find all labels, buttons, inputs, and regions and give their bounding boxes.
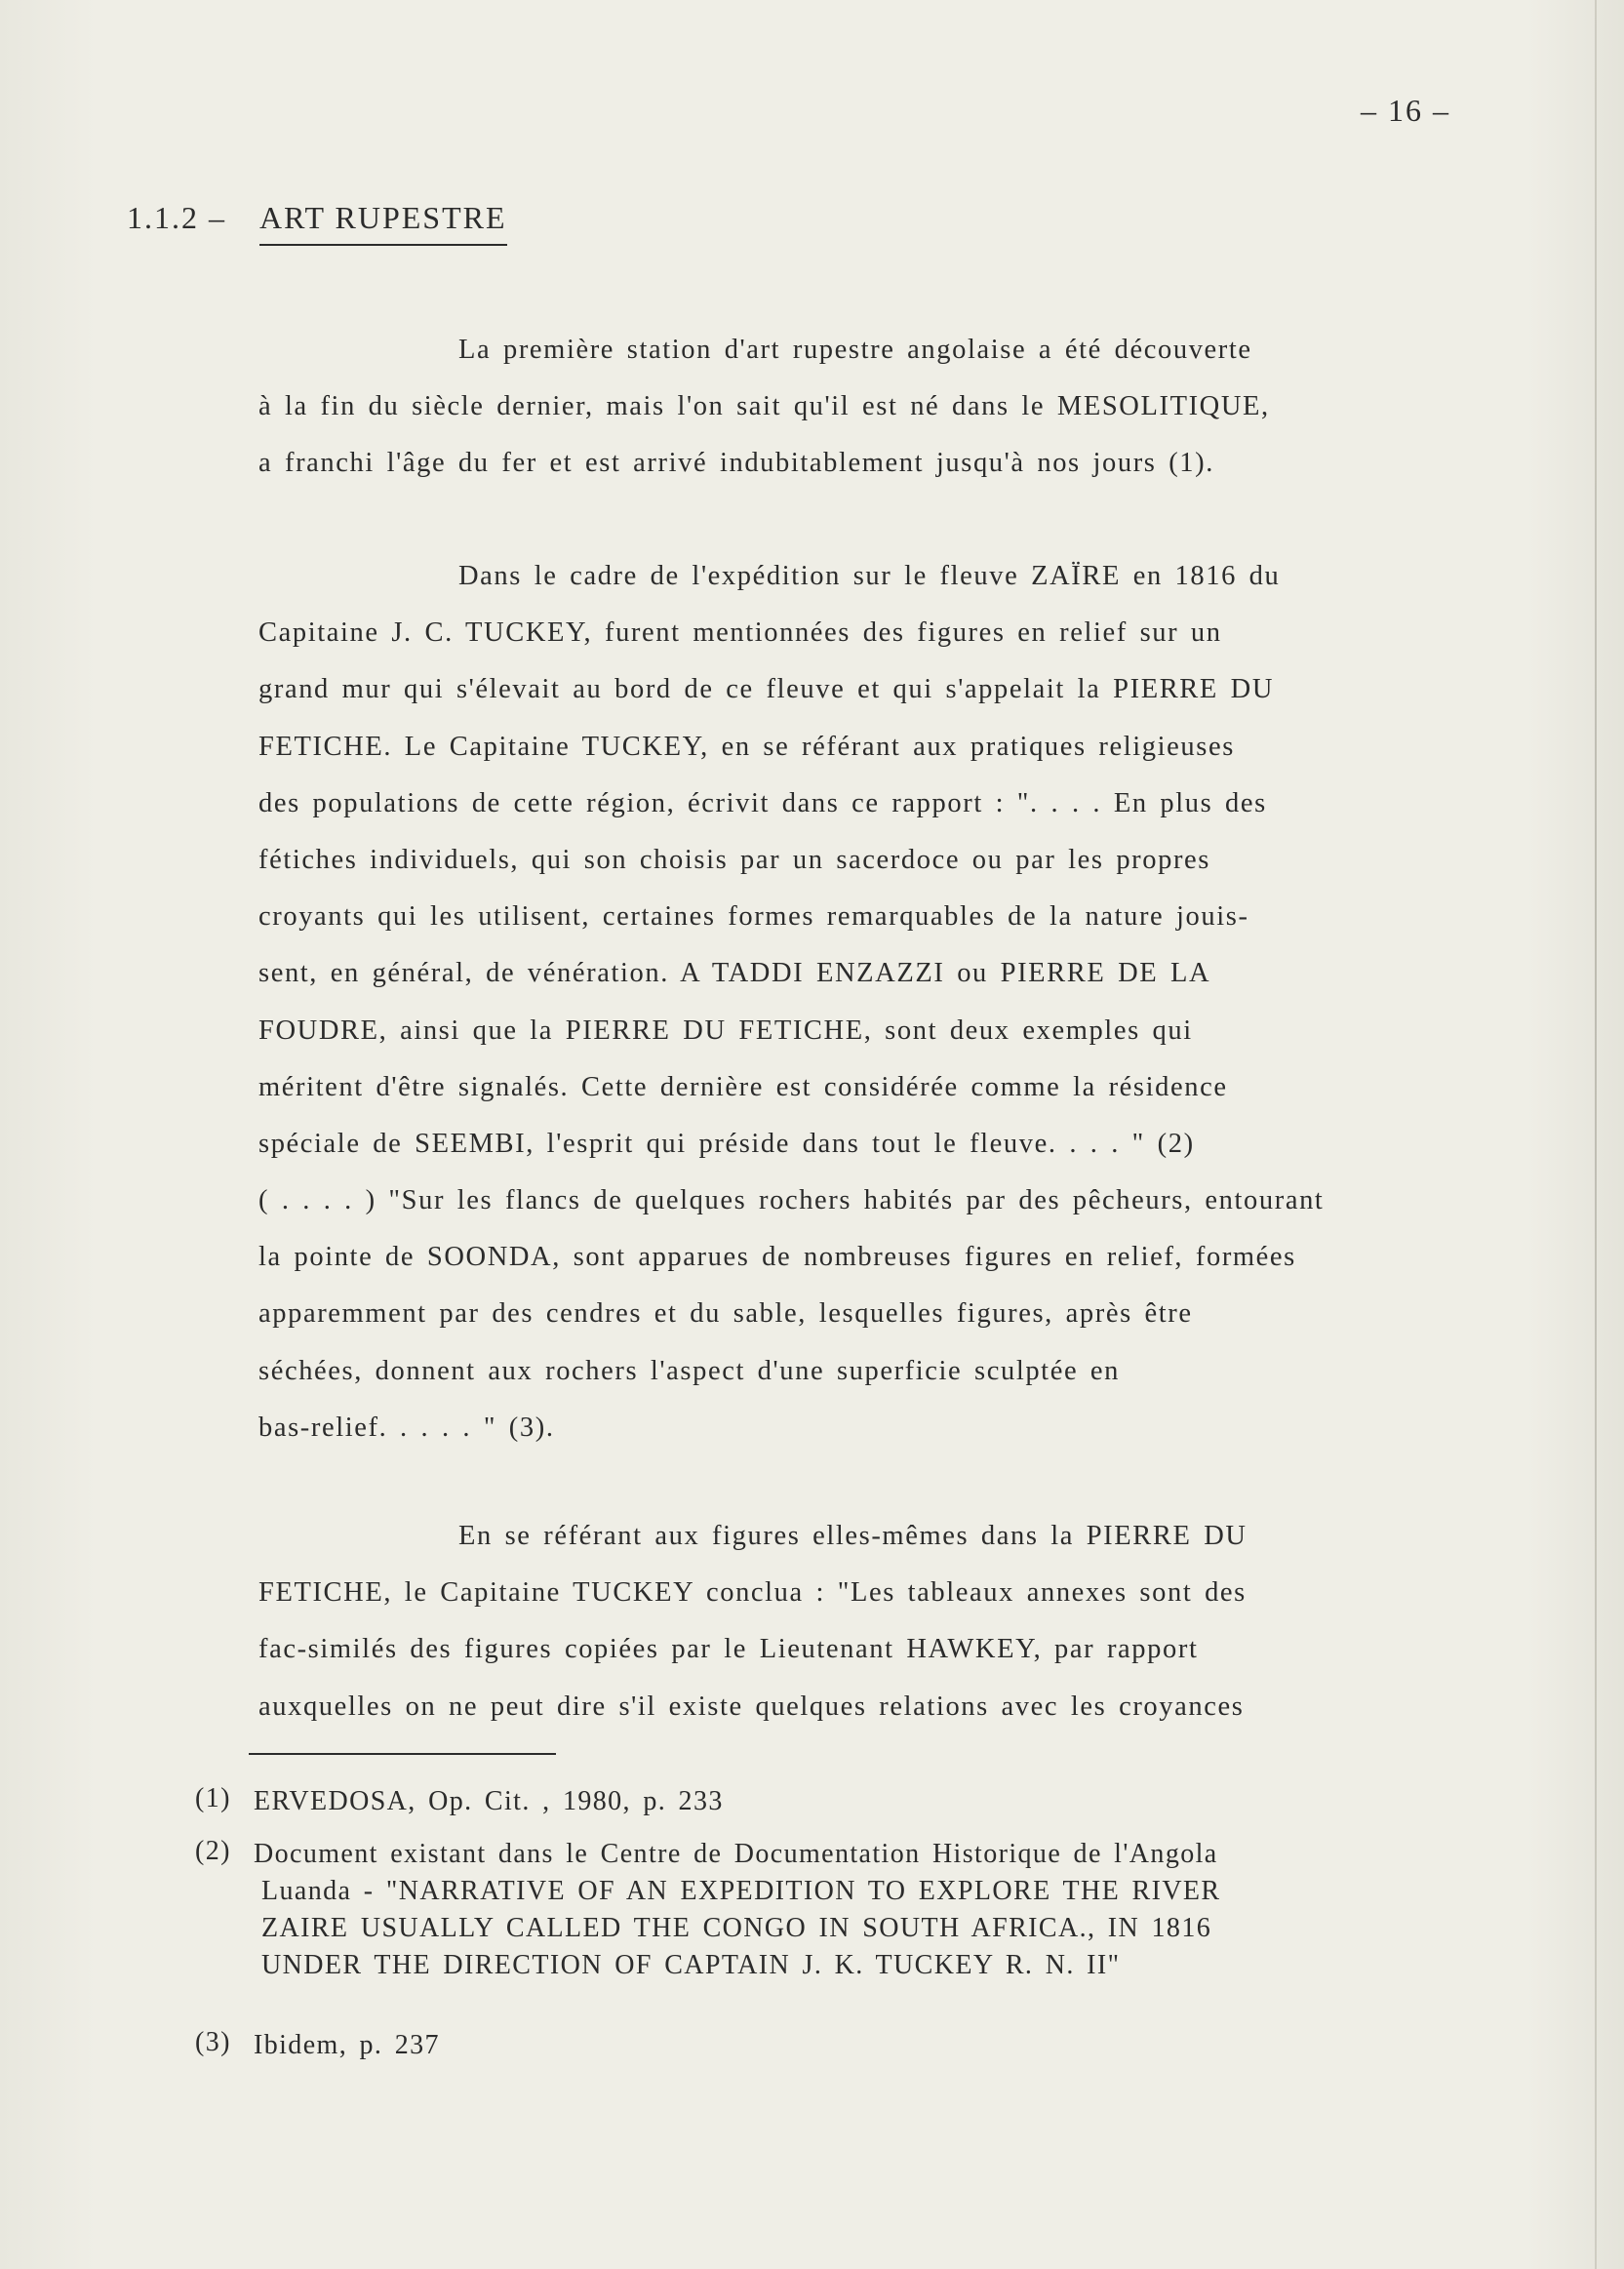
section-heading	[127, 200, 507, 246]
page-number: – 16 –	[1361, 93, 1450, 128]
text-line: séchées, donnent aux rochers l'aspect d'une superficie sculptée en	[258, 1355, 1121, 1386]
text-line: des populations de cette région, écrivit dans ce rapport : ". . . . En plus des	[258, 787, 1267, 818]
footnote-1	[195, 1783, 724, 1820]
text-line: la pointe de SOONDA, sont apparues de nombreuses figures en relief, formées	[258, 1242, 1296, 1273]
footnote-line: ERVEDOSA, Op. Cit. , 1980, p. 233	[254, 1786, 724, 1816]
page-edge	[1595, 0, 1597, 2269]
text-line: apparemment par des cendres et du sable, lesquelles figures, après être	[258, 1298, 1193, 1330]
text-line: a franchi l'âge du fer et est arrivé indubitablement jusqu'à nos jours (1).	[258, 448, 1214, 479]
text-line: FOUDRE, ainsi que la PIERRE DU FETICHE, sont deux exemples qui	[258, 1015, 1193, 1046]
text-line: FETICHE. Le Capitaine TUCKEY, en se référant aux pratiques religieuses	[258, 731, 1235, 762]
text-line: fac-similés des figures copiées par le Lieutenant HAWKEY, par rapport	[258, 1634, 1199, 1665]
paragraph-3	[258, 1508, 1585, 1735]
footnote-line: UNDER THE DIRECTION OF CAPTAIN J. K. TUCKEY R. N. II"	[261, 1950, 1121, 1980]
footnote-marker: (1)	[195, 1783, 231, 1813]
section-number: 1.1.2 –	[127, 200, 226, 235]
text-line: En se référant aux figures elles-mêmes dans la PIERRE DU	[458, 1521, 1248, 1551]
text-line: FETICHE, le Capitaine TUCKEY conclua : "Les tableaux annexes sont des	[258, 1577, 1247, 1609]
section-title: ART RUPESTRE	[259, 200, 507, 246]
text-line: sent, en général, de vénération. A TADDI ENZAZZI ou PIERRE DE LA	[258, 958, 1211, 989]
text-line: grand mur qui s'élevait au bord de ce fleuve et qui s'appelait la PIERRE DU	[258, 674, 1275, 705]
text-line: bas-relief. . . . . " (3).	[258, 1412, 555, 1443]
footnote-marker: (3)	[195, 2027, 231, 2057]
text-line: La première station d'art rupestre angolaise a été découverte	[458, 335, 1252, 365]
text-line: méritent d'être signalés. Cette dernière est considérée comme la résidence	[258, 1071, 1228, 1102]
footnote-marker: (2)	[195, 1836, 231, 1866]
footnote-line: ZAIRE USUALLY CALLED THE CONGO IN SOUTH AFRICA., IN 1816	[261, 1913, 1212, 1943]
footnote-3	[195, 2027, 440, 2064]
text-line: Dans le cadre de l'expédition sur le fleuve ZAÏRE en 1816 du	[458, 561, 1281, 591]
footnote-divider	[249, 1753, 556, 1755]
text-line: fétiches individuels, qui son choisis par un sacerdoce ou par les propres	[258, 844, 1210, 875]
paragraph-1	[258, 322, 1585, 493]
text-line: ( . . . . ) "Sur les flancs de quelques rochers habités par des pêcheurs, entourant	[258, 1185, 1325, 1216]
text-line: Capitaine J. C. TUCKEY, furent mentionnées des figures en relief sur un	[258, 617, 1222, 649]
paragraph-2	[258, 548, 1585, 1456]
text-line: spéciale de SEEMBI, l'esprit qui préside dans tout le fleuve. . . . " (2)	[258, 1128, 1195, 1159]
footnote-line: Ibidem, p. 237	[254, 2030, 440, 2060]
text-line: auxquelles on ne peut dire s'il existe quelques relations avec les croyances	[258, 1691, 1245, 1722]
footnote-line: Document existant dans le Centre de Documentation Historique de l'Angola	[254, 1839, 1218, 1869]
text-line: à la fin du siècle dernier, mais l'on sait qu'il est né dans le MESOLITIQUE,	[258, 391, 1270, 422]
text-line: croyants qui les utilisent, certaines formes remarquables de la nature jouis-	[258, 901, 1249, 933]
footnote-2	[195, 1836, 1221, 1984]
footnote-line: Luanda - "NARRATIVE OF AN EXPEDITION TO EXPLORE THE RIVER	[261, 1876, 1221, 1906]
